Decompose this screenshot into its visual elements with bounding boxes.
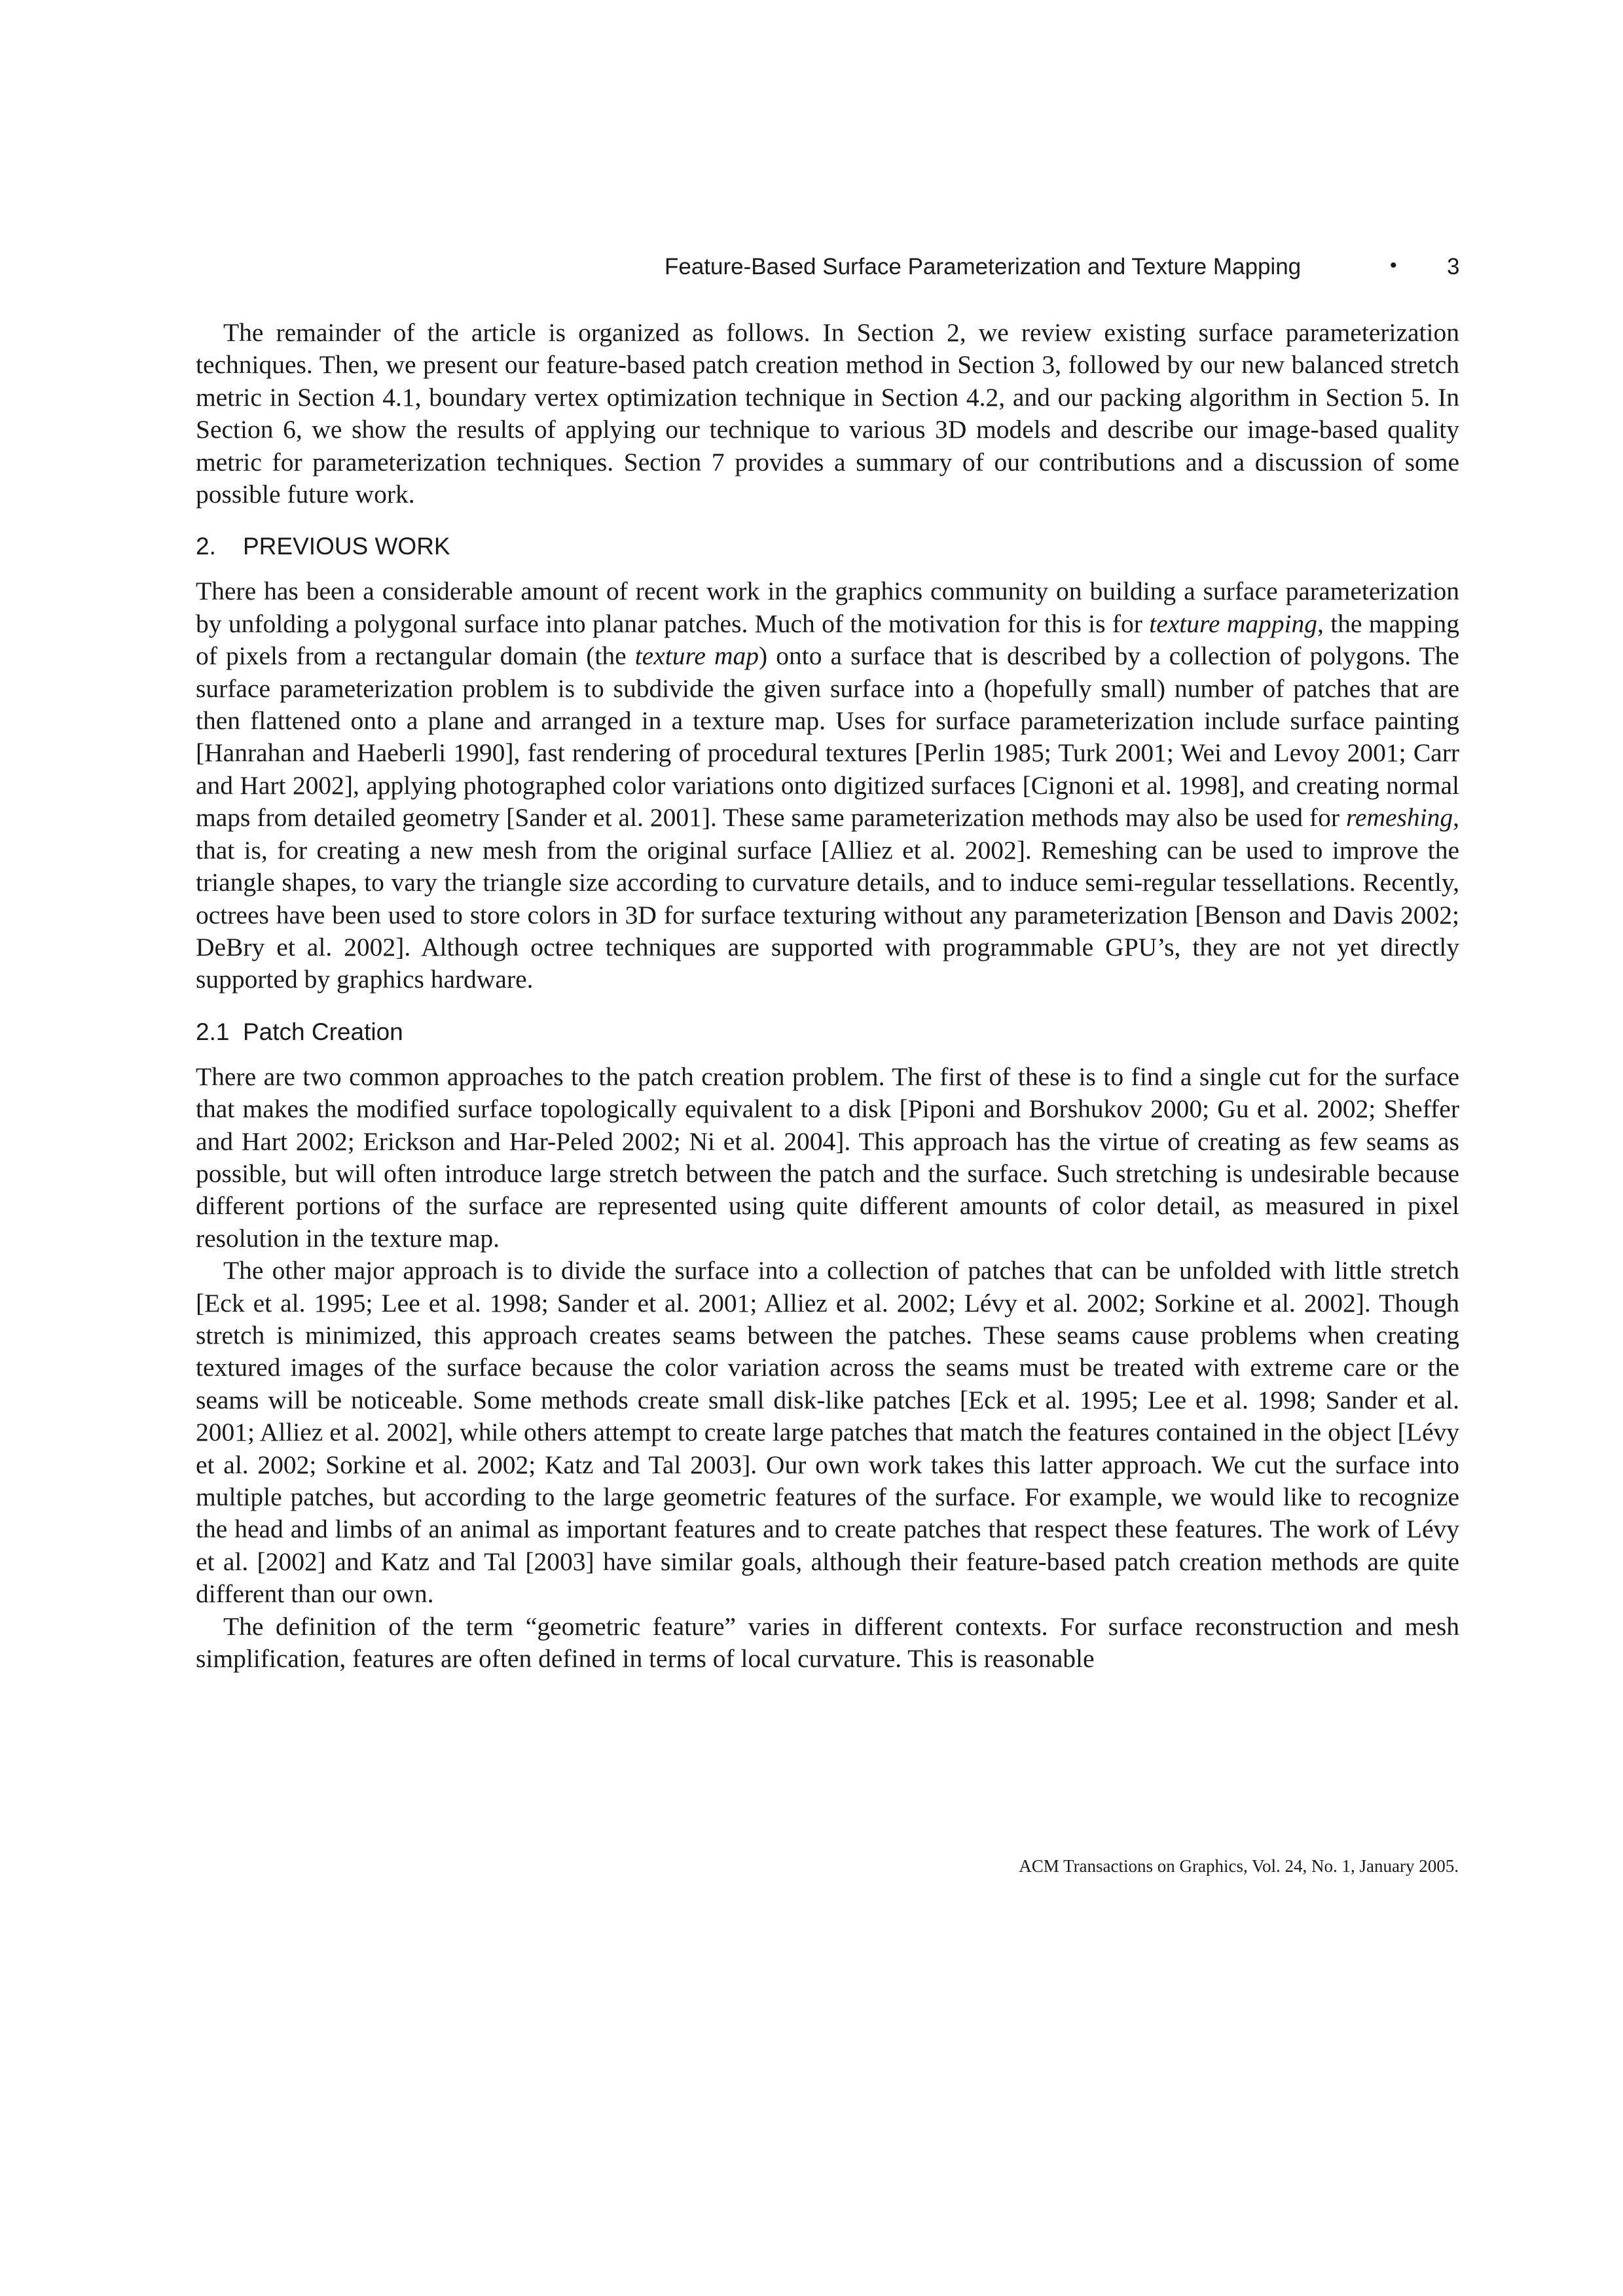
text-run: , the mapping of pixels from a rectangular domain (the [196,609,1460,671]
journal-citation-footer: ACM Transactions on Graphics, Vol. 24, No. 1, January 2005. [1019,1856,1459,1876]
italic-term-remeshing: remeshing [1346,803,1453,833]
subsection-number: 2.1 [196,1018,230,1045]
patch-creation-paragraph-2: The other major approach is to divide the surface into a collection of patches that can be unfolded with little stretch [Eck et al. 1995; Lee et al. 1998; Sander et al. 2001; Alliez et al. 2002; Lévy et al. 2002; Sorkine et al. 2002]. Though stretch is minimized, this approach creates seams between the patches. These seams cause problems when creating textured images of the surface because the color variation across the seams must be treated with extreme care or the seams will be noticeable. Some methods create small disk-like patches [Eck et al. 1995; Lee et al. 1998; Sander et al. 2001; Alliez et al. 2002], while others attempt to create large patches that match the features contained in the object [Lévy et al. 2002; Sorkine et al. 2002; Katz and Tal 2003]. Our own work takes this latter approach. We cut the surface into multiple patches, but according to the large geometric features of the surface. For example, we would like to recognize the head and limbs of an animal as important features and to create patches that respect these features. The work of Lévy et al. [2002] and Katz and Tal [2003] have similar goals, although their feature-based patch creation methods are quite different than our own. [196,1256,1459,1609]
text-run: , that is, for creating a new mesh from the original surface [Alliez et al. 2002]. Remeshing can be used to improve the triangle shapes, to vary the triangle size according to curvature details, and to induce semi-regular tessellations. Recently, octrees have been used to store colors in 3D for surface texturing without any parameterization [Benson and Davis 2002; DeBry et al. 2002]. Although octree techniques are supported with programmable GPU’s, they are not yet directly supported by graphics hardware. [196,803,1459,994]
previous-work-paragraph [196,575,1459,996]
patch-creation-paragraph-1: There are two common approaches to the patch creation problem. The first of these is to find a single cut for the surface that makes the modified surface topologically equivalent to a disk [Piponi and Borshukov 2000; Gu et al. 2002; Sheffer and Hart 2002; Erickson and Har-Peled 2002; Ni et al. 2004]. This approach has the virtue of creating as few seams as possible, but will often introduce large stretch between the patch and the surface. Such stretching is undesirable because different portions of the surface are represented using quite different amounts of color detail, as measured in pixel resolution in the texture map. [196,1062,1459,1253]
section-title: PREVIOUS WORK [243,533,450,560]
text-run: ) onto a surface that is described by a collection of polygons. The surface parameterization problem is to subdivide the given surface into a (hopefully small) number of patches that are then flattened onto a plane and arranged in a texture map. Uses for surface parameterization include surface painting [Hanrahan and Haeberli 1990], fast rendering of procedural textures [Perlin 1985; Turk 2001; Wei and Levoy 2001; Carr and Hart 2002], applying photographed color variations onto digitized surfaces [Cignoni et al. 1998], and creating normal maps from detailed geometry [Sander et al. 2001]. These same parameterization methods may also be used for [196,641,1459,833]
page-number: 3 [1447,254,1460,279]
italic-term-texture-map: texture map [634,641,759,671]
patch-creation-paragraph-3: The definition of the term “geometric feature” varies in different contexts. For surface reconstruction and mesh simplification, features are often defined in terms of local curvature. This is reasonable [196,1611,1459,1674]
running-title: Feature-Based Surface Parameterization and Texture Mapping [665,254,1302,279]
section-number: 2. [196,533,216,560]
header-bullet: • [1390,255,1397,276]
section-heading-previous-work [196,532,1459,561]
article-body [196,317,1459,1675]
subsection-heading-patch-creation [196,1018,1459,1047]
intro-paragraph: The remainder of the article is organized as follows. In Section 2, we review existing surface parameterization techniques. Then, we present our feature-based patch creation method in Section 3, followed by our new balanced stretch metric in Section 4.1, boundary vertex optimization technique in Section 4.2, and our packing algorithm in Section 5. In Section 6, we show the results of applying our technique to various 3D models and describe our image-based quality metric for parameterization techniques. Section 7 provides a summary of our contributions and a discussion of some possible future work. [196,318,1459,509]
italic-term-texture-mapping: texture mapping [1149,609,1317,638]
text-run: There has been a considerable amount of recent work in the graphics community on building a surface parameterization by unfolding a polygonal surface into planar patches. Much of the motivation for this is for [196,577,1459,638]
subsection-title: Patch Creation [243,1018,403,1045]
